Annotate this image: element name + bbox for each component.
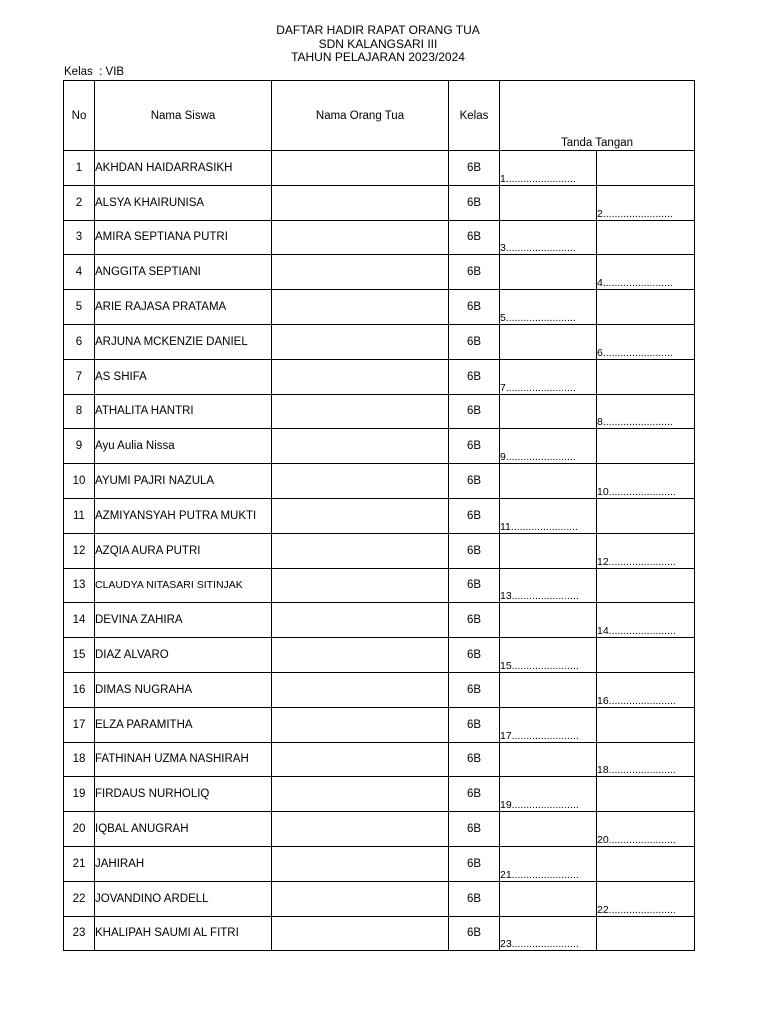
table-row bbox=[64, 464, 695, 499]
signature-right bbox=[597, 151, 695, 186]
attendance-table bbox=[63, 80, 695, 951]
parent-name-cell bbox=[272, 151, 449, 186]
signature-right bbox=[597, 777, 695, 812]
academic-year: TAHUN PELAJARAN 2023/2024 bbox=[291, 50, 465, 64]
row-class: 6B bbox=[449, 394, 500, 429]
table-row bbox=[64, 777, 695, 812]
signature-right bbox=[597, 290, 695, 325]
signature-left: 5........................ bbox=[500, 290, 597, 325]
signature-right: 16....................... bbox=[597, 672, 695, 707]
table-row bbox=[64, 672, 695, 707]
row-number: 17 bbox=[64, 707, 95, 742]
parent-name-cell bbox=[272, 220, 449, 255]
row-number: 18 bbox=[64, 742, 95, 777]
student-name: ANGGITA SEPTIANI bbox=[95, 255, 272, 290]
signature-right: 18....................... bbox=[597, 742, 695, 777]
parent-name-cell bbox=[272, 429, 449, 464]
school-name: SDN KALANGSARI III bbox=[318, 36, 438, 51]
signature-left bbox=[500, 603, 597, 638]
row-class: 6B bbox=[449, 290, 500, 325]
signature-right bbox=[597, 707, 695, 742]
parent-name-cell bbox=[272, 568, 449, 603]
row-number: 1 bbox=[64, 151, 95, 186]
row-class: 6B bbox=[449, 568, 500, 603]
signature-left: 3........................ bbox=[500, 220, 597, 255]
signature-right bbox=[597, 638, 695, 673]
row-number: 2 bbox=[64, 185, 95, 220]
signature-right: 6........................ bbox=[597, 324, 695, 359]
signature-left: 19....................... bbox=[500, 777, 597, 812]
signature-left: 21....................... bbox=[500, 846, 597, 881]
parent-name-cell bbox=[272, 185, 449, 220]
student-name: AKHDAN HAIDARRASIKH bbox=[95, 151, 272, 186]
signature-left bbox=[500, 255, 597, 290]
student-name: ELZA PARAMITHA bbox=[95, 707, 272, 742]
signature-right bbox=[597, 429, 695, 464]
row-number: 6 bbox=[64, 324, 95, 359]
parent-name-cell bbox=[272, 742, 449, 777]
parent-name-cell bbox=[272, 533, 449, 568]
signature-left bbox=[500, 185, 597, 220]
document-title: DAFTAR HADIR RAPAT ORANG TUA bbox=[276, 23, 480, 37]
signature-right bbox=[597, 846, 695, 881]
row-class: 6B bbox=[449, 603, 500, 638]
row-class: 6B bbox=[449, 498, 500, 533]
parent-name-cell bbox=[272, 707, 449, 742]
table-row bbox=[64, 812, 695, 847]
column-header-no: No bbox=[64, 81, 95, 151]
row-class: 6B bbox=[449, 324, 500, 359]
signature-right bbox=[597, 359, 695, 394]
parent-name-cell bbox=[272, 777, 449, 812]
table-row bbox=[64, 394, 695, 429]
row-class: 6B bbox=[449, 533, 500, 568]
signature-left: 11....................... bbox=[500, 498, 597, 533]
attendance-rows bbox=[64, 151, 695, 951]
row-number: 23 bbox=[64, 916, 95, 951]
table-row bbox=[64, 846, 695, 881]
table-row bbox=[64, 220, 695, 255]
signature-left bbox=[500, 881, 597, 916]
row-class: 6B bbox=[449, 672, 500, 707]
student-name: AZQIA AURA PUTRI bbox=[95, 533, 272, 568]
row-class: 6B bbox=[449, 359, 500, 394]
student-name: Ayu Aulia Nissa bbox=[95, 429, 272, 464]
row-number: 19 bbox=[64, 777, 95, 812]
signature-right bbox=[597, 220, 695, 255]
parent-name-cell bbox=[272, 464, 449, 499]
row-class: 6B bbox=[449, 916, 500, 951]
document-header bbox=[0, 24, 756, 65]
signature-left bbox=[500, 324, 597, 359]
row-number: 11 bbox=[64, 498, 95, 533]
row-class: 6B bbox=[449, 151, 500, 186]
row-class: 6B bbox=[449, 707, 500, 742]
student-name: ARIE RAJASA PRATAMA bbox=[95, 290, 272, 325]
row-number: 14 bbox=[64, 603, 95, 638]
student-name: DIAZ ALVARO bbox=[95, 638, 272, 673]
table-row bbox=[64, 568, 695, 603]
table-row bbox=[64, 429, 695, 464]
signature-right: 2........................ bbox=[597, 185, 695, 220]
row-number: 20 bbox=[64, 812, 95, 847]
row-class: 6B bbox=[449, 255, 500, 290]
parent-name-cell bbox=[272, 498, 449, 533]
table-row bbox=[64, 638, 695, 673]
parent-name-cell bbox=[272, 881, 449, 916]
table-row bbox=[64, 498, 695, 533]
row-class: 6B bbox=[449, 220, 500, 255]
row-number: 12 bbox=[64, 533, 95, 568]
signature-left: 1........................ bbox=[500, 151, 597, 186]
table-row bbox=[64, 881, 695, 916]
row-class: 6B bbox=[449, 846, 500, 881]
class-label: Kelas : VIB bbox=[64, 66, 125, 78]
column-header-nama-orang-tua: Nama Orang Tua bbox=[272, 81, 449, 151]
table-row bbox=[64, 185, 695, 220]
signature-left bbox=[500, 394, 597, 429]
column-header-tanda-tangan: Tanda Tangan bbox=[500, 81, 695, 151]
row-number: 16 bbox=[64, 672, 95, 707]
table-row bbox=[64, 707, 695, 742]
student-name: AMIRA SEPTIANA PUTRI bbox=[95, 220, 272, 255]
row-class: 6B bbox=[449, 638, 500, 673]
student-name: FATHINAH UZMA NASHIRAH bbox=[95, 742, 272, 777]
row-class: 6B bbox=[449, 812, 500, 847]
column-header-kelas: Kelas bbox=[449, 81, 500, 151]
signature-left: 13....................... bbox=[500, 568, 597, 603]
row-number: 10 bbox=[64, 464, 95, 499]
table-row bbox=[64, 151, 695, 186]
row-number: 22 bbox=[64, 881, 95, 916]
row-number: 9 bbox=[64, 429, 95, 464]
row-number: 13 bbox=[64, 568, 95, 603]
signature-left: 15....................... bbox=[500, 638, 597, 673]
student-name: JOVANDINO ARDELL bbox=[95, 881, 272, 916]
signature-left bbox=[500, 742, 597, 777]
parent-name-cell bbox=[272, 255, 449, 290]
signature-left bbox=[500, 464, 597, 499]
parent-name-cell bbox=[272, 290, 449, 325]
column-header-nama-siswa: Nama Siswa bbox=[95, 81, 272, 151]
student-name: FIRDAUS NURHOLIQ bbox=[95, 777, 272, 812]
table-header-row bbox=[64, 81, 695, 151]
student-name: AZMIYANSYAH PUTRA MUKTI bbox=[95, 498, 272, 533]
row-number: 21 bbox=[64, 846, 95, 881]
table-row bbox=[64, 533, 695, 568]
student-name: AS SHIFA bbox=[95, 359, 272, 394]
table-row bbox=[64, 290, 695, 325]
table-row bbox=[64, 742, 695, 777]
row-number: 15 bbox=[64, 638, 95, 673]
signature-right: 14....................... bbox=[597, 603, 695, 638]
signature-right: 20....................... bbox=[597, 812, 695, 847]
signature-right bbox=[597, 498, 695, 533]
table-row bbox=[64, 324, 695, 359]
signature-left bbox=[500, 812, 597, 847]
student-name: KHALIPAH SAUMI AL FITRI bbox=[95, 916, 272, 951]
student-name: ARJUNA MCKENZIE DANIEL bbox=[95, 324, 272, 359]
row-class: 6B bbox=[449, 464, 500, 499]
table-row bbox=[64, 359, 695, 394]
signature-right: 22....................... bbox=[597, 881, 695, 916]
student-name: ATHALITA HANTRI bbox=[95, 394, 272, 429]
row-class: 6B bbox=[449, 777, 500, 812]
student-name: AYUMI PAJRI NAZULA bbox=[95, 464, 272, 499]
signature-left: 9........................ bbox=[500, 429, 597, 464]
student-name: DEVINA ZAHIRA bbox=[95, 603, 272, 638]
table-row bbox=[64, 916, 695, 951]
signature-right: 8........................ bbox=[597, 394, 695, 429]
table-row bbox=[64, 603, 695, 638]
parent-name-cell bbox=[272, 638, 449, 673]
student-name: JAHIRAH bbox=[95, 846, 272, 881]
table-row bbox=[64, 255, 695, 290]
row-number: 8 bbox=[64, 394, 95, 429]
row-number: 5 bbox=[64, 290, 95, 325]
parent-name-cell bbox=[272, 672, 449, 707]
student-name: DIMAS NUGRAHA bbox=[95, 672, 272, 707]
row-class: 6B bbox=[449, 742, 500, 777]
student-name: CLAUDYA NITASARI SITINJAK bbox=[95, 568, 272, 603]
parent-name-cell bbox=[272, 916, 449, 951]
signature-right: 12....................... bbox=[597, 533, 695, 568]
row-class: 6B bbox=[449, 429, 500, 464]
parent-name-cell bbox=[272, 394, 449, 429]
signature-right: 4........................ bbox=[597, 255, 695, 290]
row-class: 6B bbox=[449, 881, 500, 916]
signature-left bbox=[500, 533, 597, 568]
parent-name-cell bbox=[272, 359, 449, 394]
row-number: 3 bbox=[64, 220, 95, 255]
student-name: ALSYA KHAIRUNISA bbox=[95, 185, 272, 220]
parent-name-cell bbox=[272, 846, 449, 881]
signature-left bbox=[500, 672, 597, 707]
parent-name-cell bbox=[272, 812, 449, 847]
parent-name-cell bbox=[272, 324, 449, 359]
student-name: IQBAL ANUGRAH bbox=[95, 812, 272, 847]
row-number: 4 bbox=[64, 255, 95, 290]
signature-left: 17....................... bbox=[500, 707, 597, 742]
row-number: 7 bbox=[64, 359, 95, 394]
signature-left: 23....................... bbox=[500, 916, 597, 951]
parent-name-cell bbox=[272, 603, 449, 638]
signature-right bbox=[597, 568, 695, 603]
signature-right: 10....................... bbox=[597, 464, 695, 499]
signature-left: 7........................ bbox=[500, 359, 597, 394]
signature-right bbox=[597, 916, 695, 951]
row-class: 6B bbox=[449, 185, 500, 220]
